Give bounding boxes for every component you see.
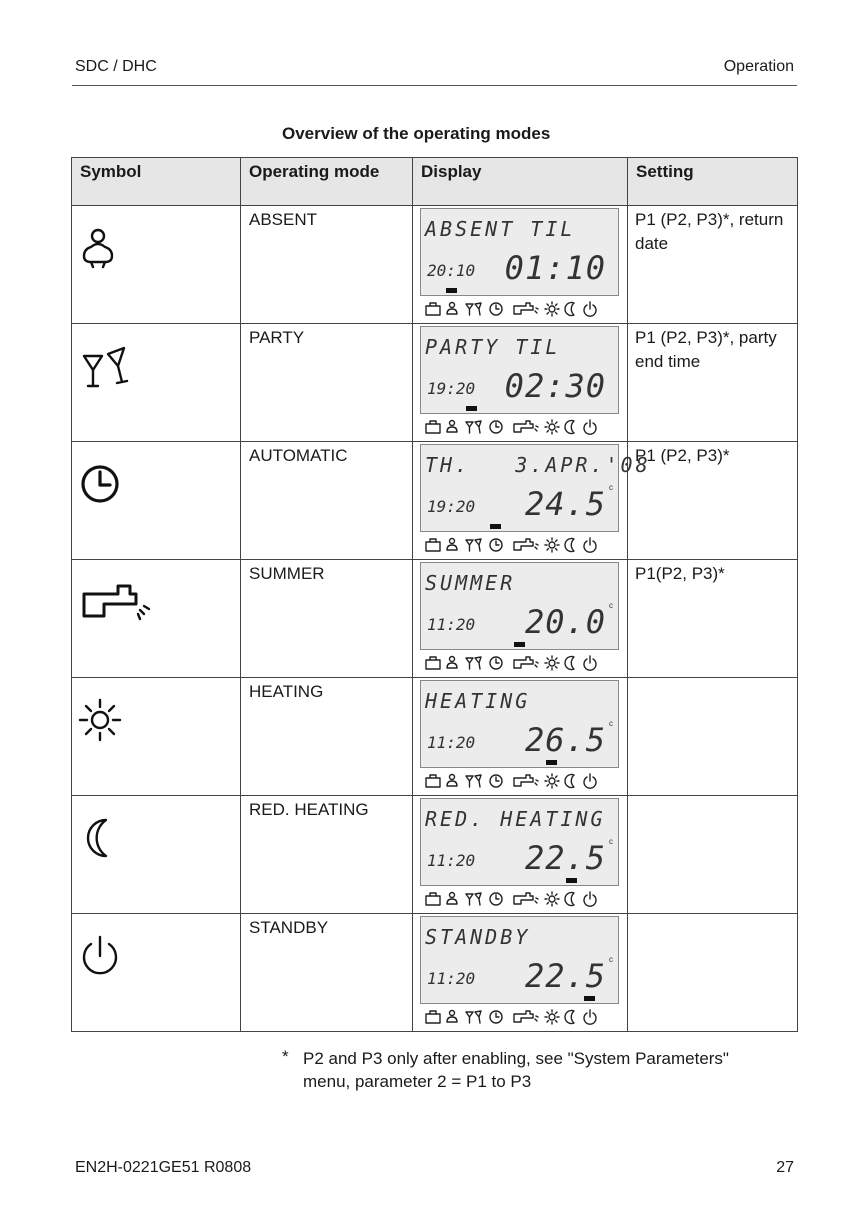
lcd-mode-marker	[490, 524, 501, 529]
tap-icon	[512, 1009, 540, 1030]
lcd-big-value: 24.5	[524, 485, 606, 523]
symbol-cell	[72, 324, 241, 442]
absent-icon	[444, 773, 460, 794]
absent-icon	[444, 891, 460, 912]
clock-icon	[488, 655, 504, 676]
mode-cell: STANDBY	[241, 914, 413, 1032]
lcd-line1: STANDBY	[425, 925, 531, 949]
lcd-display	[420, 208, 619, 296]
table-row	[72, 206, 798, 324]
column-header-symbol: Symbol	[72, 158, 241, 206]
footer-doc-id: EN2H-0221GE51 R0808	[75, 1159, 252, 1176]
briefcase-icon	[424, 419, 442, 440]
clock-icon	[488, 773, 504, 794]
display-cell	[413, 560, 628, 678]
party-icon	[464, 891, 484, 912]
lcd-display	[420, 680, 619, 768]
lcd-display	[420, 562, 619, 650]
column-header-setting: Setting	[628, 158, 798, 206]
setting-cell: P1 (P2, P3)*, return date	[628, 206, 798, 324]
symbol-cell	[72, 560, 241, 678]
table-row	[72, 678, 798, 796]
lcd-unit: c	[609, 837, 613, 846]
clock-icon	[488, 1009, 504, 1030]
party-icon	[464, 1009, 484, 1030]
symbol-cell	[72, 678, 241, 796]
lcd-small-value: 11:20	[427, 733, 476, 752]
sun-icon	[544, 655, 560, 676]
column-header-mode: Operating mode	[241, 158, 413, 206]
footnote-marker: *	[282, 1047, 289, 1066]
page-title: Overview of the operating modes	[282, 124, 551, 143]
power-icon	[582, 773, 598, 794]
display-cell	[413, 206, 628, 324]
lcd-line1: RED. HEATING	[425, 807, 606, 831]
header-divider	[72, 85, 797, 86]
lcd-big-value: 26.5	[524, 721, 606, 759]
lcd-line1: SUMMER	[425, 571, 516, 595]
table-row	[72, 914, 798, 1032]
lcd-mode-marker	[446, 288, 457, 293]
lcd-big-value: 02:30	[504, 367, 606, 405]
clock-icon	[488, 891, 504, 912]
lcd-big-value: 22.5	[524, 839, 606, 877]
symbol-cell	[72, 206, 241, 324]
moon-icon	[564, 773, 578, 794]
setting-cell: P1(P2, P3)*	[628, 560, 798, 678]
lcd-big-value: 22.5	[524, 957, 606, 995]
power-icon	[582, 1009, 598, 1030]
tap-icon	[512, 891, 540, 912]
mode-cell: SUMMER	[241, 560, 413, 678]
symbol-cell	[72, 442, 241, 560]
briefcase-icon	[424, 301, 442, 322]
tap-icon	[512, 301, 540, 322]
lcd-big-value: 01:10	[504, 249, 606, 287]
display-cell	[413, 914, 628, 1032]
lcd-unit: c	[609, 601, 613, 610]
clock-icon	[488, 537, 504, 558]
lcd-small-value: 19:20	[427, 497, 476, 516]
lcd-mode-marker	[466, 406, 477, 411]
mode-cell: ABSENT	[241, 206, 413, 324]
tap-icon	[512, 537, 540, 558]
display-cell	[413, 678, 628, 796]
absent-icon	[444, 1009, 460, 1030]
display-cell	[413, 796, 628, 914]
display-cell	[413, 442, 651, 560]
absent-icon	[444, 655, 460, 676]
sun-icon	[544, 891, 560, 912]
moon-icon	[564, 301, 578, 322]
lcd-mode-marker	[584, 996, 595, 1001]
moon-icon	[564, 655, 578, 676]
setting-cell	[628, 678, 798, 796]
setting-cell: P1 (P2, P3)*, party end time	[628, 324, 798, 442]
mode-cell: AUTOMATIC	[241, 442, 413, 560]
lcd-small-value: 20:10	[427, 261, 476, 280]
sun-icon	[544, 537, 560, 558]
lcd-mode-marker	[514, 642, 525, 647]
lcd-line1: TH. 3.APR.'08	[425, 453, 651, 477]
column-header-display: Display	[413, 158, 628, 206]
setting-cell	[628, 914, 798, 1032]
lcd-small-value: 11:20	[427, 851, 476, 870]
moon-icon	[564, 1009, 578, 1030]
tap-icon	[512, 773, 540, 794]
sun-icon	[544, 419, 560, 440]
setting-cell: P1 (P2, P3)*	[628, 442, 798, 560]
operating-modes-table	[71, 157, 798, 1032]
lcd-mode-marker	[546, 760, 557, 765]
power-icon	[582, 537, 598, 558]
lcd-display	[420, 326, 619, 414]
briefcase-icon	[424, 1009, 442, 1030]
party-icon	[464, 301, 484, 322]
display-cell	[413, 324, 628, 442]
power-icon	[582, 891, 598, 912]
table-row	[72, 442, 798, 560]
absent-icon	[444, 419, 460, 440]
lcd-big-value: 20.0	[524, 603, 606, 641]
power-icon	[582, 419, 598, 440]
absent-icon	[444, 301, 460, 322]
table-row	[72, 324, 798, 442]
sun-icon	[544, 773, 560, 794]
sun-icon	[544, 301, 560, 322]
tap-icon	[512, 655, 540, 676]
symbol-cell	[72, 796, 241, 914]
clock-icon	[488, 419, 504, 440]
sun-icon	[544, 1009, 560, 1030]
briefcase-icon	[424, 773, 442, 794]
moon-icon	[564, 419, 578, 440]
lcd-small-value: 11:20	[427, 615, 476, 634]
header-right: Operation	[723, 58, 794, 75]
lcd-unit: c	[609, 955, 613, 964]
page-number: 27	[776, 1159, 794, 1176]
party-icon	[464, 655, 484, 676]
moon-icon	[564, 891, 578, 912]
symbol-cell	[72, 914, 241, 1032]
footnote-text: P2 and P3 only after enabling, see "System Parameters" menu, parameter 2 = P1 to P3	[303, 1049, 729, 1091]
party-icon	[464, 419, 484, 440]
lcd-line1: HEATING	[425, 689, 531, 713]
lcd-small-value: 19:20	[427, 379, 476, 398]
briefcase-icon	[424, 537, 442, 558]
briefcase-icon	[424, 891, 442, 912]
moon-icon	[564, 537, 578, 558]
power-icon	[582, 301, 598, 322]
clock-icon	[488, 301, 504, 322]
lcd-unit: c	[609, 719, 613, 728]
mode-cell: RED. HEATING	[241, 796, 413, 914]
lcd-display	[420, 444, 651, 532]
mode-cell: HEATING	[241, 678, 413, 796]
lcd-unit: c	[609, 483, 613, 492]
lcd-display	[420, 798, 619, 886]
party-icon	[464, 773, 484, 794]
header-left: SDC / DHC	[75, 58, 157, 75]
tap-icon	[512, 419, 540, 440]
power-icon	[582, 655, 598, 676]
party-icon	[464, 537, 484, 558]
table-row	[72, 560, 798, 678]
absent-icon	[444, 537, 460, 558]
lcd-mode-marker	[566, 878, 577, 883]
lcd-small-value: 11:20	[427, 969, 476, 988]
setting-cell	[628, 796, 798, 914]
lcd-line1: PARTY TIL	[425, 335, 561, 359]
lcd-line1: ABSENT TIL	[425, 217, 576, 241]
briefcase-icon	[424, 655, 442, 676]
lcd-display	[420, 916, 619, 1004]
mode-cell: PARTY	[241, 324, 413, 442]
table-header-row	[72, 158, 798, 206]
table-row	[72, 796, 798, 914]
